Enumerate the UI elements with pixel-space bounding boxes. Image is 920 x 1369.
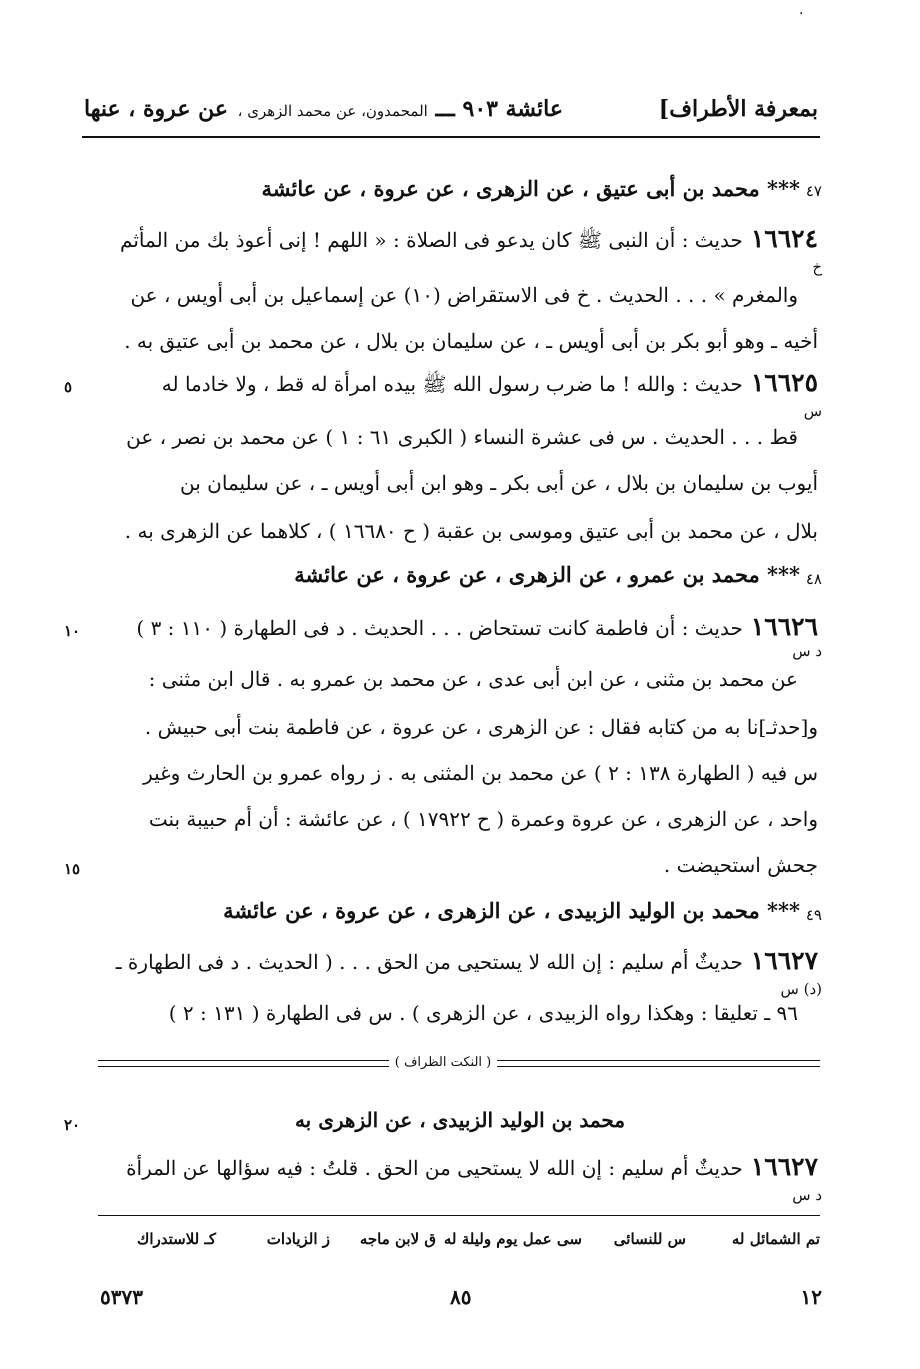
- hadith-number: ١٦٦٢٧: [750, 946, 818, 975]
- header-center-bold: عائشة ٩٠٣ ـــ: [435, 96, 563, 122]
- footer-rule: [98, 1215, 820, 1216]
- hadith-line: ١٦٦٢٧حديثٌ أم سليم : إن الله لا يستحيى من الحق . قلتُ : فيه سؤالها عن المرأة: [126, 1152, 818, 1181]
- legend-item: كـ للاستدراك: [136, 1230, 216, 1248]
- header-right: بمعرفة الأطراف]: [658, 96, 818, 122]
- line-number-margin: ٢٠: [64, 1116, 81, 1134]
- siglum: س: [803, 402, 822, 420]
- header-center-small: المحمدون، عن محمد الزهرى ،: [237, 102, 428, 120]
- isnad-chain-heading: *** محمد بن عمرو ، عن الزهرى ، عن عروة ، عن عائشة: [294, 562, 800, 587]
- siglum: د س: [792, 1186, 822, 1204]
- sigla-legend: [98, 1230, 820, 1254]
- legend-item: ق لابن ماجه: [359, 1230, 436, 1248]
- section-number: ٤٧: [805, 182, 822, 200]
- hadith-line: س فيه ( الطهارة ١٣٨ : ٢ ) عن محمد بن المثنى به . ز رواه عمرو بن الحارث وغير: [143, 761, 818, 785]
- hadith-line: قط . . . الحديث . س فى عشرة النساء ( الكبرى ٦١ : ١ ) عن محمد بن نصر ، عن: [126, 425, 798, 449]
- hadith-line: عن محمد بن مثنى ، عن ابن أبى عدى ، عن محمد بن عمرو به . قال ابن مثنى :: [148, 667, 798, 691]
- page-number-right: ١٢: [800, 1285, 822, 1309]
- hadith-line: ٩٦ ـ تعليقا : وهكذا رواه الزبيدى ، عن الزهرى ) . س فى الطهارة ( ١٣١ : ٢ ): [168, 1001, 798, 1025]
- hadith-number: ١٦٦٢٤: [750, 224, 818, 253]
- section-number: ٤٩: [805, 906, 822, 924]
- legend-item: ز الزيادات: [266, 1230, 330, 1248]
- page-number-left: ٥٣٧٣: [100, 1285, 143, 1309]
- appendix-chain: محمد بن الوليد الزبيدى ، عن الزهرى به: [294, 1108, 626, 1132]
- line-number-margin: ١٠: [64, 622, 81, 640]
- page-number-center: ٨٥: [450, 1285, 472, 1309]
- hadith-line: أيوب بن سليمان بن بلال ، عن أبى بكر ـ وهو ابن أبى أويس ـ ، عن سليمان بن: [180, 471, 818, 495]
- hadith-number: ١٦٦٢٥: [750, 368, 818, 397]
- running-header: [78, 88, 818, 132]
- hadith-line: واحد ، عن الزهرى ، عن عروة وعمرة ( ح ١٧٩٢٢ ) ، عن عائشة : أن أم حبيبة بنت: [148, 807, 818, 831]
- line-number-margin: ٥: [64, 378, 73, 396]
- hadith-number: ١٦٦٢٦: [750, 612, 818, 641]
- section-number: ٤٨: [805, 570, 822, 588]
- isnad-chain-heading: *** محمد بن أبى عتيق ، عن الزهرى ، عن عروة ، عن عائشة: [261, 176, 800, 201]
- hadith-number: ١٦٦٢٧: [750, 1152, 818, 1181]
- header-rule: [82, 136, 820, 138]
- hadith-line: والمغرم » . . . الحديث . خ فى الاستقراض (١٠) عن إسماعيل بن أبى أويس ، عن: [130, 283, 798, 307]
- header-left: عن عروة ، عنها: [84, 96, 228, 122]
- line-number-margin: ١٥: [64, 860, 81, 878]
- hadith-line: و[حدثـ]نا به من كتابه فقال : عن الزهرى ، عن عروة ، عن فاطمة بنت أبى حبيش .: [144, 715, 818, 739]
- hadith-line: ١٦٦٢٦حديث : أن فاطمة كانت تستحاض . . . الحديث . د فى الطهارة ( ١١٠ : ٣ ): [136, 612, 818, 641]
- corner-mark: ·: [799, 6, 804, 22]
- siglum: (د) س: [780, 980, 822, 998]
- siglum: خ: [812, 258, 822, 276]
- hadith-line: أخيه ـ وهو أبو بكر بن أبى أويس ـ ، عن سليمان بن بلال ، عن محمد بن أبى عتيق به .: [124, 329, 818, 353]
- hadith-line: ١٦٦٢٥حديث : والله ! ما ضرب رسول الله ﷺ بيده امرأة له قط ، ولا خادما له: [161, 368, 818, 397]
- siglum: د س: [792, 642, 822, 660]
- hadith-line: ١٦٦٢٧حديثٌ أم سليم : إن الله لا يستحيى من الحق . . . ( الحديث . د فى الطهارة ـ: [115, 946, 818, 975]
- section-banner: [378, 1055, 508, 1070]
- legend-item: س للنسائى: [613, 1230, 686, 1248]
- isnad-chain-heading: *** محمد بن الوليد الزبيدى ، عن الزهرى ، عن عروة ، عن عائشة: [223, 898, 800, 923]
- banner-label: ( النكت الظراف ): [389, 1055, 497, 1070]
- hadith-line: ١٦٦٢٤حديث : أن النبى ﷺ كان يدعو فى الصلاة : « اللهم ! إنى أعوذ بك من المأثم: [120, 224, 818, 253]
- legend-item: سى عمل يوم وليلة له: [443, 1230, 582, 1248]
- header-center: [238, 96, 563, 122]
- legend-item: تم الشمائل له: [731, 1230, 820, 1248]
- hadith-line: بلال ، عن محمد بن أبى عتيق وموسى بن عقبة ( ح ١٦٦٨٠ ) ، كلاهما عن الزهرى به .: [124, 519, 818, 543]
- hadith-line: جحش استحيضت .: [663, 853, 818, 877]
